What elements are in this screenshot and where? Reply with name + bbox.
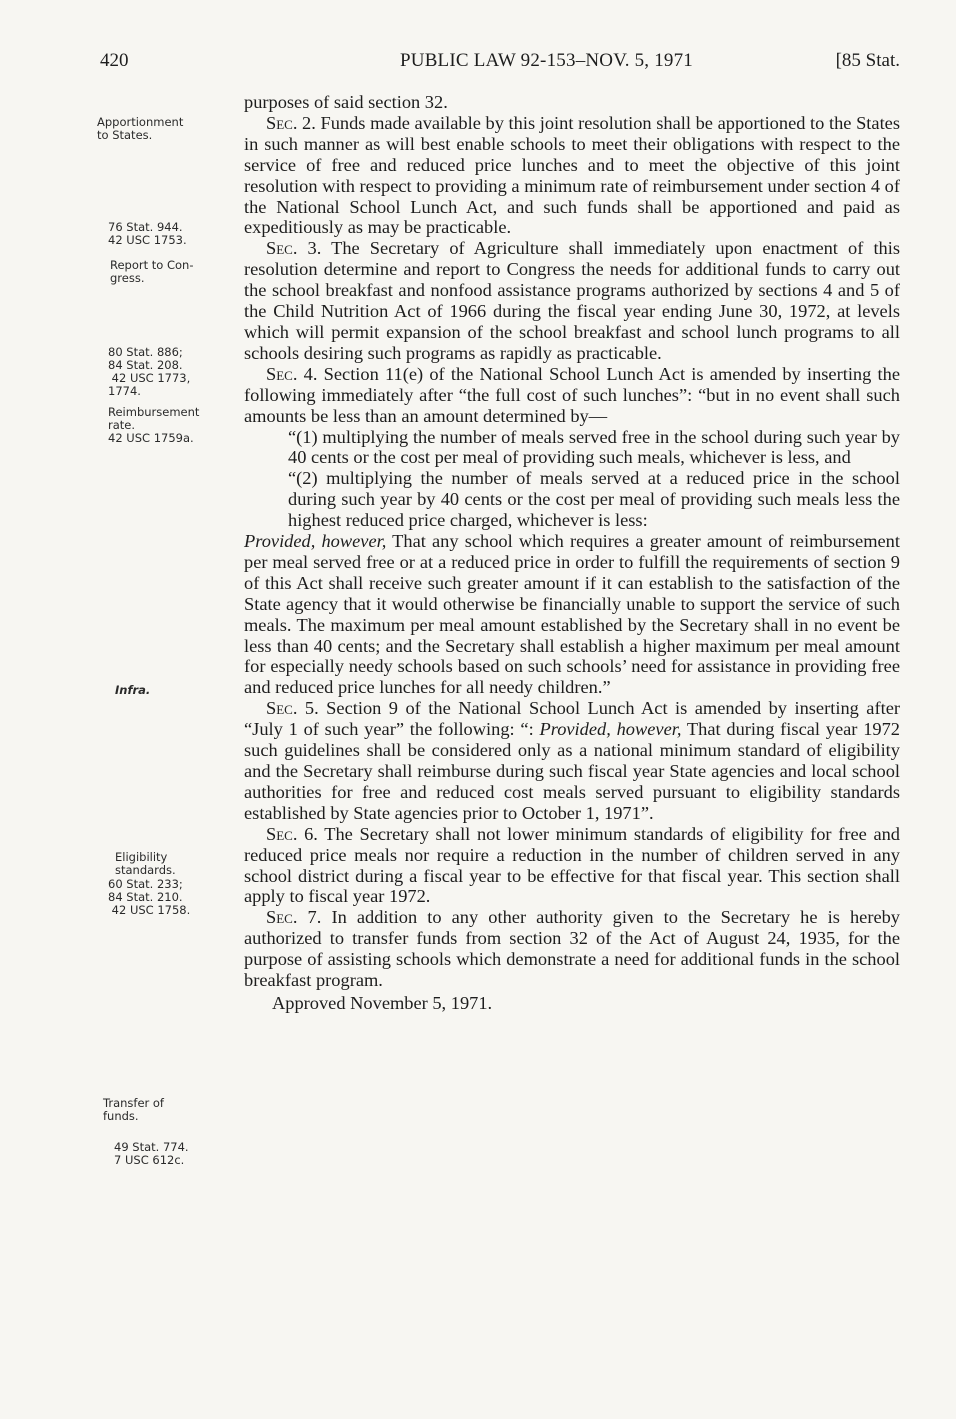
note-stat-886: 80 Stat. 886; 84 Stat. 208. 42 USC 1773, 1774.: [108, 345, 191, 398]
statute-reference: [85 Stat.: [835, 50, 900, 71]
note-eligibility-standards: Eligibility standards.: [115, 850, 176, 877]
continuation-line: purposes of said section 32.: [244, 92, 448, 112]
proviso-label: Provided, however,: [244, 531, 387, 552]
margin-notes: [0, 0, 240, 1419]
note-infra: Infra.: [115, 683, 151, 697]
section-2-label: Sec. 2.: [266, 112, 316, 133]
section-3-text: The Secretary of Agriculture shall immediately upon enactment of this resolution determine and report to Congress the needs for additional funds to carry out the school breakfast and nonfood assistance programs authorized by sections 4 and 5 of the Child Nutrition Act of 1966 during the fiscal year ending June 30, 1972, at levels which will permit expansion of the school breakfast and school lunch programs to all schools desiring such programs as rapidly as practicable.: [244, 238, 901, 363]
proviso: [244, 531, 900, 698]
section-5-text-a: Section 9 of the National School Lunch Act is amended by inserting after “July 1 of such year” the following: “:: [244, 698, 900, 740]
note-stat-944: 76 Stat. 944. 42 USC 1753.: [108, 220, 187, 247]
section-6: [244, 824, 900, 908]
note-stat-233: 60 Stat. 233; 84 Stat. 210. 42 USC 1758.: [108, 877, 191, 917]
page-number: 420: [100, 50, 129, 71]
section-7-text: In addition to any other authority given to the Secretary he is hereby authorized to transfer funds from section 32 of the Act of August 24, 1935, for the purpose of assisting schools which demonstrate a need for additional funds in the school breakfast program.: [244, 907, 900, 991]
section-4: [244, 364, 900, 427]
running-title: PUBLIC LAW 92-153–NOV. 5, 1971: [400, 50, 694, 71]
section-7-label: Sec. 7.: [266, 907, 322, 928]
section-3: [244, 238, 900, 363]
section-5-italic: Provided, however,: [539, 719, 682, 740]
note-reimbursement-rate: Reimbursement rate.: [108, 405, 200, 432]
section-4-label: Sec. 4.: [266, 363, 318, 384]
proviso-text: That any school which requires a greater amount of reimbursement per meal served free or at a reduced price in order to fulfill the requirements of section 9 of this Act shall receive such greater amount if it can establish to the satisfaction of the State agency that it would otherwise be financially unable to support the service of such meals. The maximum per meal amount established by the Secretary shall in no event be less than 40 cents; and the Secretary shall establish a higher maximum per meal amount for especially needy schools based on such schools’ need for assistance in providing free and reduced price lunches for all needy children.”: [244, 531, 900, 698]
section-5-label: Sec. 5.: [266, 698, 319, 719]
clause-2: “(2) multiplying the number of meals served at a reduced price in the school during such year by 40 cents or the cost per meal of providing such meals less the highest reduced price charged, whichever is less:: [288, 468, 900, 531]
note-report-to-congress: Report to Con- gress.: [110, 258, 194, 285]
section-5: [244, 698, 900, 823]
note-usc-1759a: 42 USC 1759a.: [108, 431, 194, 445]
section-6-text: The Secretary shall not lower minimum standards of eligibility for free and reduced price meals nor require a reduction in the number of children served in any school district during a fiscal year to be effective for that fiscal year. This section shall apply to fiscal year 1972.: [244, 823, 900, 907]
section-6-label: Sec. 6.: [266, 823, 318, 844]
approval-date: Approved November 5, 1971.: [272, 992, 493, 1013]
section-2-text: Funds made available by this joint resolution shall be apportioned to the States in such manner as will best enable schools to meet their obligations with respect to the service of free and reduced price lunches and to meet the objective of this joint resolution with respect to providing a minimum rate of reimbursement under section 4 of the National School Lunch Act, and such funds shall be apportioned and paid as expeditiously as may be practicable.: [244, 112, 900, 238]
law-text: [244, 92, 900, 1014]
note-transfer-of-funds: Transfer of funds.: [103, 1096, 164, 1123]
section-7: [244, 907, 900, 991]
note-apportionment: Apportionment to States.: [97, 115, 184, 142]
section-4-text: Section 11(e) of the National School Lunch Act is amended by inserting the following immediately after “the full cost of such lunches”: “but in no event shall such amounts be less than an amount determined by—: [244, 363, 900, 426]
section-3-label: Sec. 3.: [266, 238, 322, 259]
clause-1: “(1) multiplying the number of meals served free in the school during such year by 40 cents or the cost per meal of providing such meals, whichever is less, and: [288, 426, 900, 468]
section-5-text-b: That during fiscal year 1972 such guidelines shall be considered only as a national minimum standard of eligibility and the Secretary shall reimburse during such fiscal year State agencies and local school authorities for free and reduced cost meals served pursuant to eligibility standards established by State agencies prior to October 1, 1971”.: [244, 719, 900, 823]
section-2: [244, 113, 900, 238]
note-stat-774: 49 Stat. 774. 7 USC 612c.: [114, 1140, 189, 1167]
